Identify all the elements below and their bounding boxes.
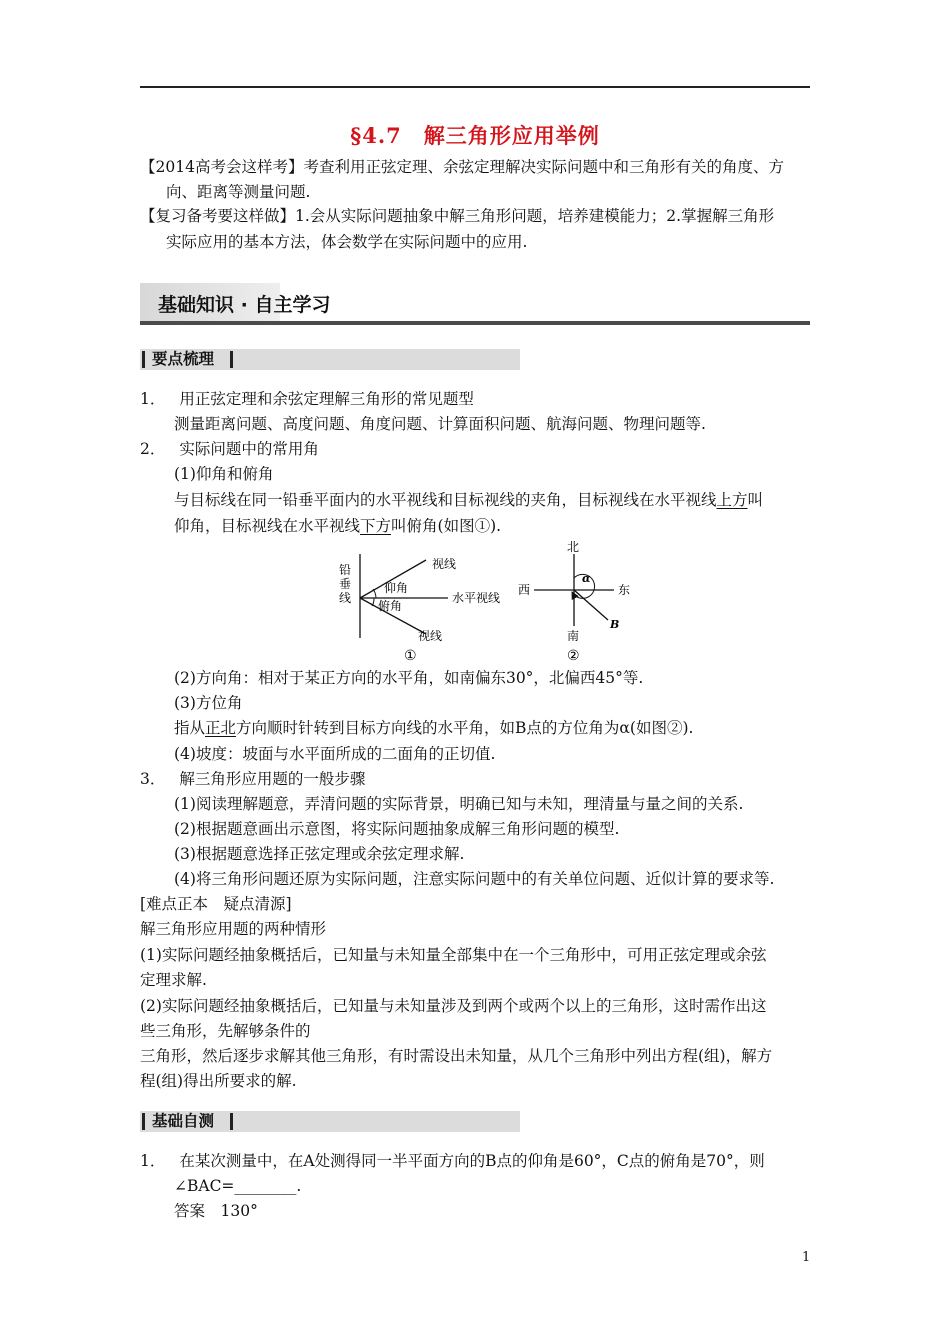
- item1-num: 1．: [140, 390, 166, 408]
- case2-line-2: 些三角形，先解够条件的: [140, 1022, 311, 1040]
- intro-tag-1: 【2014高考会这样考】: [140, 158, 304, 176]
- intro-line-1: [140, 156, 784, 178]
- item1-body: 测量距离问题、高度问题、角度问题、计算面积问题、航海问题、物理问题等.: [174, 415, 706, 433]
- fig1-label-vertical-3: 线: [339, 591, 352, 605]
- fig2-south: 南: [567, 629, 580, 643]
- underlined-north: 正北: [205, 719, 237, 737]
- item2-sub1: (1)仰角和俯角: [174, 465, 274, 483]
- fig2-north: 北: [567, 540, 580, 554]
- band-title: [158, 290, 331, 317]
- case2-line-1: (2)实际问题经抽象概括后，已知量与未知量涉及到两个或两个以上的三角形，这时需作出这: [140, 997, 767, 1015]
- fig1-caption: ①: [404, 648, 417, 664]
- sub1-body2-b: 叫俯角(如图①).: [391, 517, 502, 535]
- question1-text: 在某次测量中，在A处测得同一半平面方向的B点的仰角是60°，C点的俯角是70°，则: [179, 1152, 765, 1170]
- item2-sub2: (2)方向角：相对于某正方向的水平角，如南偏东30°，北偏西45°等.: [174, 669, 644, 687]
- intro-text-3: 1.会从实际问题抽象中解三角形问题，培养建模能力；2.掌握解三角形: [295, 207, 775, 225]
- sub3-body-b: 方向顺时针转到目标方向线的水平角，如B点的方位角为α(如图②).: [236, 719, 694, 737]
- question1-row: [140, 1150, 765, 1172]
- question1-answer: 答案 130°: [174, 1202, 258, 1220]
- item1-title: 用正弦定理和余弦定理解三角形的常见题型: [179, 390, 474, 408]
- underlined-above: 上方: [716, 491, 748, 509]
- intro-line-4: 实际应用的基本方法，体会数学在实际问题中的应用.: [166, 233, 528, 251]
- page-number: 1: [802, 1250, 811, 1265]
- item3-step1: (1)阅读理解题意，弄清问题的实际背景，明确已知与未知，理清量与量之间的关系.: [174, 795, 744, 813]
- figure-elevation-depression: [338, 546, 508, 666]
- item3-num: 3．: [140, 770, 166, 788]
- item3-step4: (4)将三角形问题还原为实际问题，注意实际问题中的有关单位问题、近似计算的要求等.: [174, 870, 775, 888]
- fig2-alpha: α: [582, 572, 591, 585]
- item3-title-row: [140, 768, 365, 790]
- fig1-sight-top-label: 视线: [432, 557, 457, 571]
- fig2-caption: ②: [567, 648, 580, 664]
- item2-title-row: [140, 438, 319, 460]
- subheading2-bar-left: [142, 1113, 145, 1130]
- intro-line-3: [140, 205, 774, 227]
- header-rule: [140, 86, 810, 88]
- sub1-body-a: 与目标线在同一铅垂平面内的水平视线和目标视线的夹角，目标视线在水平视线: [174, 491, 717, 509]
- fig1-depression-label: 俯角: [378, 599, 403, 613]
- fig2-west: 西: [518, 583, 531, 597]
- sub3-body-a: 指从: [174, 719, 206, 737]
- intro-text-1: 考查利用正弦定理、余弦定理解决实际问题中和三角形有关的角度、方: [303, 158, 784, 176]
- sub1-body-b: 叫: [747, 491, 764, 509]
- case1-line-2: 定理求解.: [140, 971, 207, 989]
- fig1-label-vertical-2: 垂: [339, 577, 352, 591]
- subheading-bar-left: [142, 351, 145, 368]
- question1-num: 1．: [140, 1152, 166, 1170]
- subheading-bar-right: [230, 351, 233, 368]
- item2-num: 2．: [140, 440, 166, 458]
- fig1-sight-bottom-label: 视线: [418, 629, 443, 643]
- fig1-label-vertical-1: 铅: [339, 563, 352, 577]
- intro-tag-2: 【复习备考要这样做】: [140, 207, 296, 225]
- intro-line-2: 向、距离等测量问题.: [166, 183, 311, 201]
- item3-title: 解三角形应用题的一般步骤: [179, 770, 366, 788]
- page-title: §4.7 解三角形应用举例: [350, 123, 600, 148]
- fig1-elevation-label: 仰角: [384, 581, 409, 595]
- sub1-body2-a: 仰角，目标视线在水平视线: [174, 517, 361, 535]
- band-main: 基础知识: [158, 294, 235, 316]
- item2-sub1-body-2: [174, 515, 501, 537]
- fig1-horizontal-label: 水平视线: [452, 591, 501, 605]
- underlined-below: 下方: [360, 517, 392, 535]
- item2-sub1-body-1: [174, 489, 763, 511]
- subheading2-bar-right: [230, 1113, 233, 1130]
- item1-title-row: [140, 388, 474, 410]
- fig2-east: 东: [618, 583, 631, 597]
- band-rule: [140, 321, 810, 325]
- difficulty-title: 解三角形应用题的两种情形: [140, 920, 327, 938]
- item2-sub4: (4)坡度：坡面与水平面所成的二面角的正切值.: [174, 745, 496, 763]
- difficulty-tag: [难点正本 疑点清源]: [140, 895, 292, 913]
- item2-sub3: (3)方位角: [174, 694, 243, 712]
- subheading-key-points: [140, 349, 520, 370]
- band-dot: ·: [240, 294, 248, 316]
- item2-sub3-body: [174, 717, 693, 739]
- subheading-self-test-label: 基础自测: [152, 1112, 215, 1130]
- case1-line-1: (1)实际问题经抽象概括后，已知量与未知量全部集中在一个三角形中，可用正弦定理或余弦: [140, 946, 767, 964]
- figure-azimuth: [512, 536, 642, 666]
- fig2-point-b: B: [610, 618, 620, 631]
- case2-line-4: 程(组)得出所要求的解.: [140, 1072, 297, 1090]
- section-band: [140, 283, 810, 323]
- item3-step3: (3)根据题意选择正弦定理或余弦定理求解.: [174, 845, 465, 863]
- subheading-key-points-label: 要点梳理: [152, 350, 215, 368]
- question1-blank: ∠BAC=________.: [174, 1177, 302, 1195]
- subheading-self-test: [140, 1111, 520, 1132]
- item2-title: 实际问题中的常用角: [179, 440, 319, 458]
- item3-step2: (2)根据题意画出示意图，将实际问题抽象成解三角形问题的模型.: [174, 820, 620, 838]
- case2-line-3: 三角形，然后逐步求解其他三角形，有时需设出未知量，从几个三角形中列出方程(组)，解方: [140, 1047, 773, 1065]
- band-sub: 自主学习: [254, 294, 331, 316]
